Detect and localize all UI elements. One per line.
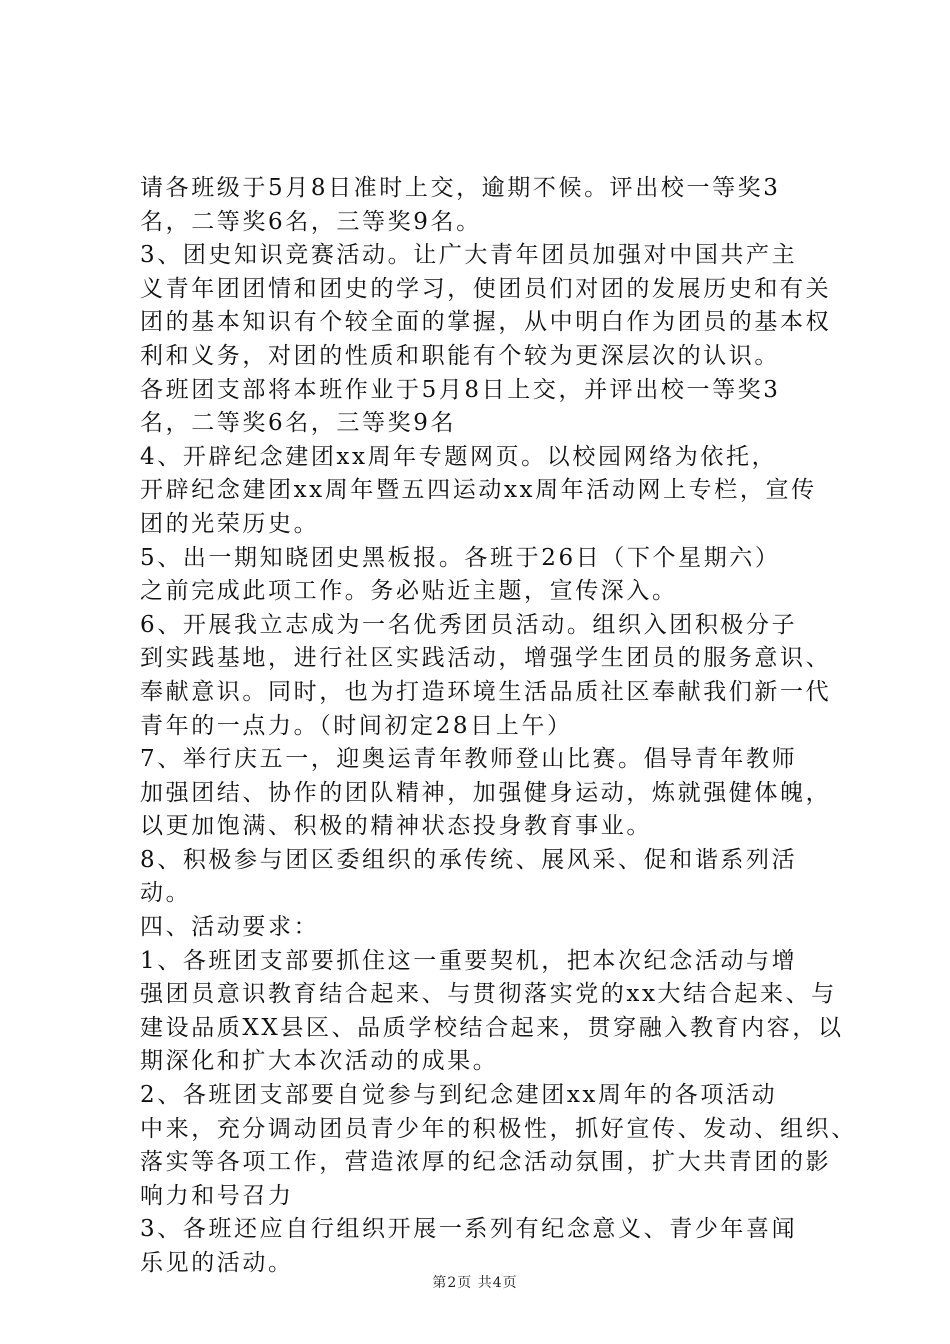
text-line: 加强团结、协作的团队精神，加强健身运动，炼就强健体魄， — [140, 779, 832, 806]
text-line: 乐见的活动。 — [140, 1250, 294, 1276]
text-line: 建设品质XX县区、品质学校结合起来，贯穿融入教育内容，以 — [140, 1014, 844, 1041]
text-line: 2、各班团支部要自觉参与到纪念建团xx周年的各项活动 — [140, 1082, 778, 1109]
text-line: 4、开辟纪念建团xx周年专题网页。以校园网络为依托， — [140, 443, 778, 470]
text-line: 四、活动要求： — [140, 914, 320, 941]
text-line: 3、团史知识竞赛活动。让广大青年团员加强对中国共产主 — [140, 242, 798, 269]
text-line: 到实践基地，进行社区实践活动，增强学生团员的服务意识、 — [140, 645, 832, 672]
page-number-footer: 第2页 共4页 — [432, 1275, 518, 1291]
text-line: 1、各班团支部要抓住这一重要契机，把本次纪念活动与增 — [140, 947, 798, 974]
text-line: 请各班级于5月8日准时上交，逾期不候。评出校一等奖3 — [140, 175, 781, 201]
text-line: 利和义务，对团的性质和职能有个较为更深层次的认识。 — [140, 342, 780, 369]
text-line: 落实等各项工作，营造浓厚的纪念活动氛围，扩大共青团的影 — [140, 1149, 832, 1176]
text-line: 团的光荣历史。 — [140, 510, 320, 537]
text-line: 期深化和扩大本次活动的成果。 — [140, 1048, 499, 1075]
text-line: 5、出一期知晓团史黑板报。各班于26日（下个星期六） — [140, 544, 781, 571]
text-line: 动。 — [140, 880, 192, 907]
text-line: 3、各班还应自行组织开展一系列有纪念意义、青少年喜闻 — [140, 1216, 798, 1243]
text-line: 名，二等奖6名，三等奖9名。 — [140, 208, 482, 235]
text-line: 名，二等奖6名，三等奖9名 — [140, 410, 457, 437]
text-line: 开辟纪念建团xx周年暨五四运动xx周年活动网上专栏，宣传 — [140, 477, 817, 504]
text-line: 响力和号召力 — [140, 1182, 294, 1209]
text-line: 义青年团团情和团史的学习，使团员们对团的发展历史和有关 — [140, 275, 832, 302]
text-line: 6、开展我立志成为一名优秀团员活动。组织入团积极分子 — [140, 611, 798, 638]
text-line: 之前完成此项工作。务必贴近主题，宣传深入。 — [140, 578, 678, 605]
document-body — [140, 172, 857, 1281]
text-line: 奉献意识。同时，也为打造环境生活品质社区奉献我们新一代 — [140, 678, 832, 705]
text-line: 中来，充分调动团员青少年的积极性，抓好宣传、发动、组织、 — [140, 1115, 857, 1142]
text-line: 强团员意识教育结合起来、与贯彻落实党的xx大结合起来、与 — [140, 981, 837, 1008]
text-line: 青年的一点力。（时间初定28日上午） — [140, 712, 573, 739]
text-line: 8、积极参与团区委组织的承传统、展风采、促和谐系列活 — [140, 846, 798, 873]
text-line: 以更加饱满、积极的精神状态投身教育事业。 — [140, 813, 652, 840]
text-line: 团的基本知识有个较全面的掌握，从中明白作为团员的基本权 — [140, 309, 832, 336]
text-line: 7、举行庆五一，迎奥运青年教师登山比赛。倡导青年教师 — [140, 746, 798, 773]
text-line: 各班团支部将本班作业于5月8日上交，并评出校一等奖3 — [140, 376, 781, 403]
